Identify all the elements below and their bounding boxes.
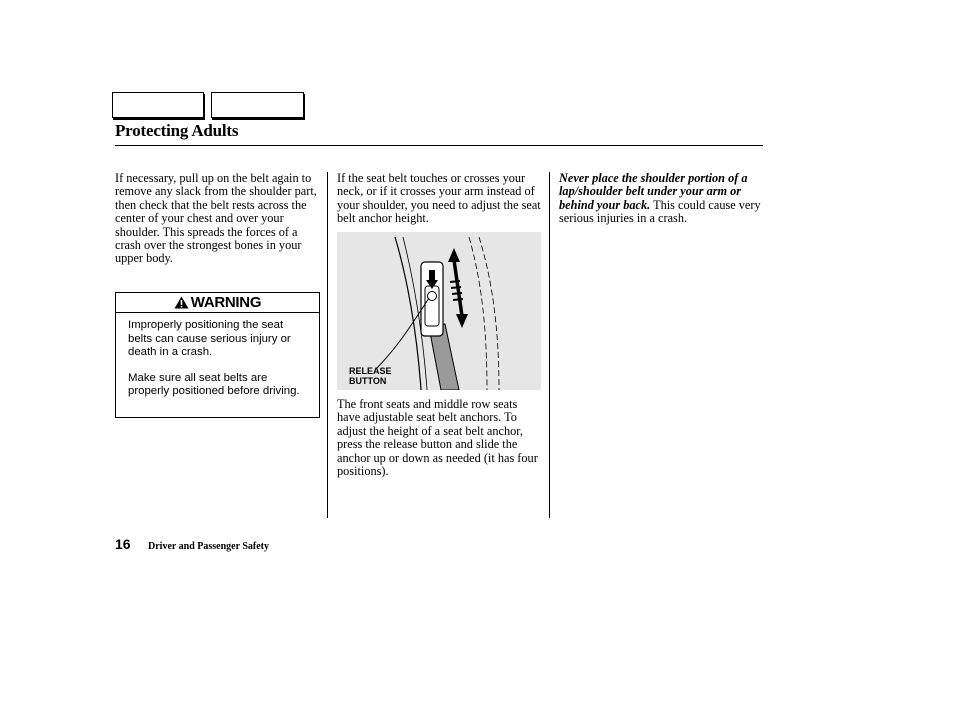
column-3-emphasis: Never place the shoulder portion of a lap/shoulder belt under your arm or behind your back. — [559, 171, 748, 212]
column-3 — [559, 172, 764, 226]
warning-heading-text: WARNING — [190, 294, 262, 311]
column-divider-1 — [327, 172, 328, 518]
warning-triangle-icon — [174, 296, 189, 309]
column-3-rest: This could cause very serious injuries in a crash. — [559, 197, 761, 226]
column-1-paragraph: If necessary, pull up on the belt again to remove any slack from the shoulder part, then check that the belt rests across the center of your chest and over your shoulder. This spreads the forces of a crash over the strongest bones in your upper body. — [115, 171, 317, 266]
nav-tab-1[interactable] — [112, 92, 204, 118]
warning-box — [115, 292, 320, 418]
release-button-label — [349, 366, 392, 386]
nav-tab-2[interactable] — [211, 92, 304, 118]
page-number: 16 — [115, 536, 131, 552]
warning-heading — [116, 293, 319, 313]
release-label-line1: RELEASE — [349, 366, 392, 376]
release-label-line2: BUTTON — [349, 376, 387, 386]
page-title: Protecting Adults — [115, 121, 239, 140]
seat-belt-anchor-illustration — [337, 232, 541, 390]
warning-paragraph-2: Make sure all seat belts are properly positioned before driving. — [128, 371, 300, 397]
column-1 — [115, 172, 323, 266]
column-2-intro: If the seat belt touches or crosses your neck, or if it crosses your arm instead of your shoulder, you need to adjust the seat belt anchor height. — [337, 171, 541, 226]
warning-paragraph-1: Improperly positioning the seat belts can cause serious injury or death in a crash. — [128, 319, 291, 358]
section-name: Driver and Passenger Safety — [148, 541, 270, 552]
column-divider-2 — [549, 172, 550, 518]
column-2-body: The front seats and middle row seats have adjustable seat belt anchors. To adjust the height of a seat belt anchor, press the release button and slide the anchor up or down as needed (it has four positions). — [337, 397, 538, 479]
title-rule — [115, 145, 763, 146]
warning-body — [116, 313, 319, 399]
